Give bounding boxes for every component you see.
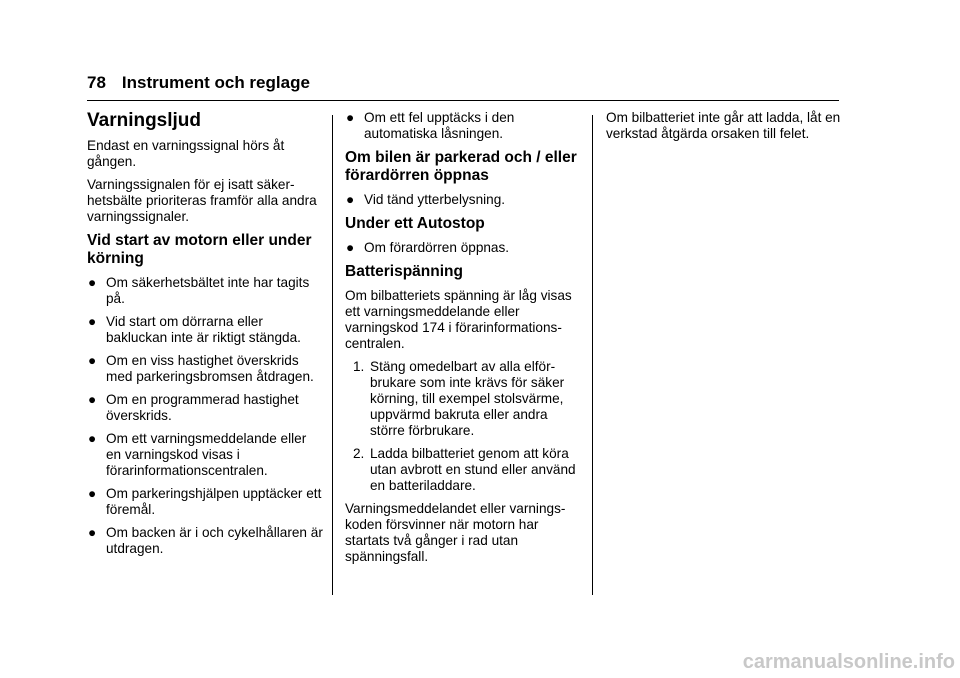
- page-header: [87, 73, 839, 93]
- list-item: ● Vid tänd ytterbelysning.: [346, 192, 506, 207]
- bullet-icon: ●: [88, 486, 97, 501]
- heading-varningsljud: Varningsljud: [87, 110, 202, 131]
- bullet-list-parked: [345, 192, 585, 208]
- bullet-icon: ●: [88, 353, 97, 368]
- bullet-icon: ●: [346, 240, 355, 255]
- step-item: 1. Stäng omedelbart av alla elförbrukare som inte krävs för säker körning, till exempel stolsvärme, uppvärmd bakruta eller andra större förbrukare.: [353, 359, 565, 438]
- list-item: ● Om parkeringshjälpen upptäcker ett föremål.: [88, 486, 322, 517]
- list-item: ● Vid start om dörrarna eller bakluckan inte är riktigt stängda.: [88, 314, 301, 345]
- column-3: [606, 110, 841, 149]
- watermark: carmanualsonline.info: [742, 651, 955, 673]
- closing-paragraph: Varningsmeddelandet eller varningskoden försvinner när motorn har startats två gånger i rad utan spänningsfall.: [345, 501, 566, 564]
- list-item: ● Om ett fel upptäcks i den automatiska låsningen.: [346, 110, 515, 141]
- column-divider-2: [592, 115, 593, 595]
- section-title: Instrument och reglage: [121, 73, 310, 92]
- bullet-list-continued: [345, 110, 585, 142]
- priority-paragraph: Varningssignalen för ej isatt säkerhetsbälte prioriteras framför alla andra varningssignaler.: [87, 177, 317, 224]
- step-item: 2. Ladda bilbatteriet genom att köra utan avbrott en stund eller använd en batteriladdare.: [353, 446, 576, 493]
- step-number: 2.: [353, 446, 365, 461]
- subheading-battery-voltage: Batterispänning: [345, 263, 463, 280]
- header-divider: [87, 100, 839, 101]
- subheading-parked: Om bilen är parkerad och / eller förardörren öppnas: [345, 149, 577, 184]
- bullet-icon: ●: [88, 275, 97, 290]
- list-item: ● Om ett varningsmeddelande eller en varningskod visas i förarinformationscentralen.: [88, 431, 307, 478]
- column-divider-1: [332, 115, 333, 595]
- battery-workshop-paragraph: Om bilbatteriet inte går att ladda, låt en verkstad åtgärda orsaken till felet.: [606, 110, 841, 141]
- list-item: ● Om en viss hastighet överskrids med parkeringsbromsen åtdragen.: [88, 353, 314, 384]
- bullet-icon: ●: [88, 392, 97, 407]
- intro-paragraph: Endast en varningssignal hörs åt gången.: [87, 138, 285, 169]
- bullet-icon: ●: [88, 525, 97, 540]
- list-item: ● Om säkerhetsbältet inte har tagits på.: [88, 275, 310, 306]
- list-item: ● Om backen är i och cykelhållaren är utdragen.: [88, 525, 323, 556]
- bullet-list: [87, 275, 325, 557]
- bullet-icon: ●: [346, 192, 355, 207]
- subheading-start-driving: Vid start av motorn eller under körning: [87, 232, 312, 267]
- bullet-icon: ●: [88, 314, 97, 329]
- column-2: [345, 110, 585, 572]
- bullet-icon: ●: [346, 110, 355, 125]
- step-number: 1.: [353, 359, 365, 374]
- battery-paragraph: Om bilbatteriets spänning är låg visas ett varningsmeddelande eller varningskod 174 i förarinformationscentralen.: [345, 288, 572, 351]
- list-item: ● Om en programmerad hastighet överskrids.: [88, 392, 299, 423]
- column-1: [87, 110, 325, 564]
- bullet-icon: ●: [88, 431, 97, 446]
- subheading-autostop: Under ett Autostop: [345, 215, 485, 232]
- page-number: 78: [87, 73, 106, 92]
- list-item: ● Om förardörren öppnas.: [346, 240, 510, 255]
- bullet-list-autostop: [345, 240, 585, 256]
- numbered-steps: [345, 359, 585, 494]
